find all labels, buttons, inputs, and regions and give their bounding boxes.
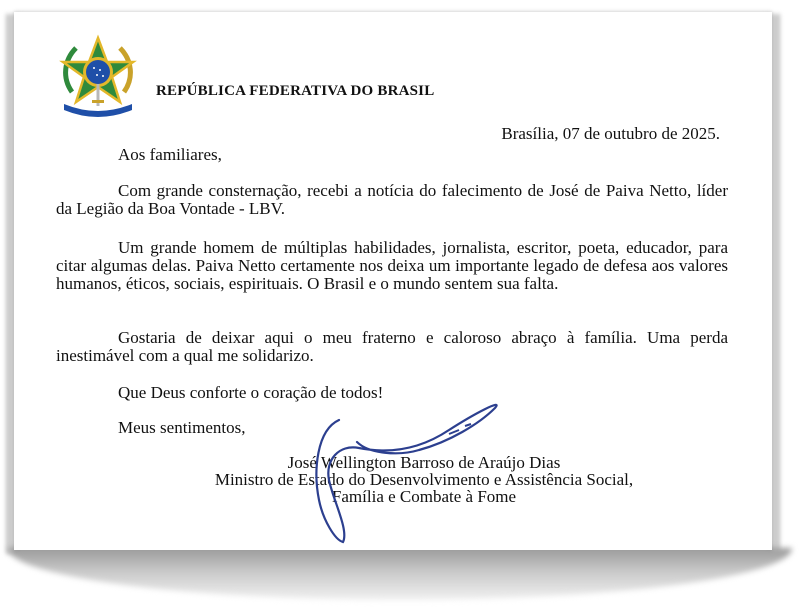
signatory-title-line-2: Família e Combate à Fome <box>331 487 517 506</box>
letter-paragraph: Um grande homem de múltiplas habilidades, jornalista, escritor, poeta, educador, para citar algumas delas. Paiva Netto certamente nos deixa um importante legado de defesa aos valores humanos, éticos, sociais, espirituais. O Brasil e o mundo sentem sua falta. <box>56 238 728 293</box>
letter-salutation: Aos familiares, <box>118 145 222 164</box>
signatory-name: José Wellington Barroso de Araújo Dias <box>287 453 561 472</box>
brazil-coat-of-arms-icon <box>58 34 138 118</box>
letter-closing-blessing: Que Deus conforte o coração de todos! <box>118 383 384 402</box>
letter-closing-sentiments: Meus sentimentos, <box>118 418 246 437</box>
signatory-block <box>144 454 704 505</box>
letter-date: Brasília, 07 de outubro de 2025. <box>501 124 720 143</box>
letter-paragraph: Com grande consternação, recebi a notícia do falecimento de José de Paiva Netto, líder da Legião da Boa Vontade - LBV. <box>56 181 728 218</box>
republic-title: REPÚBLICA FEDERATIVA DO BRASIL <box>156 83 435 99</box>
letter-page <box>14 12 772 550</box>
letter-paragraph: Gostaria de deixar aqui o meu fraterno e caloroso abraço à família. Uma perda inestimável com a qual me solidarizo. <box>56 328 728 365</box>
page-shadow-bottom <box>8 548 792 600</box>
signatory-title-line-1: Ministro de Estado do Desenvolvimento e Assistência Social, <box>214 470 634 489</box>
